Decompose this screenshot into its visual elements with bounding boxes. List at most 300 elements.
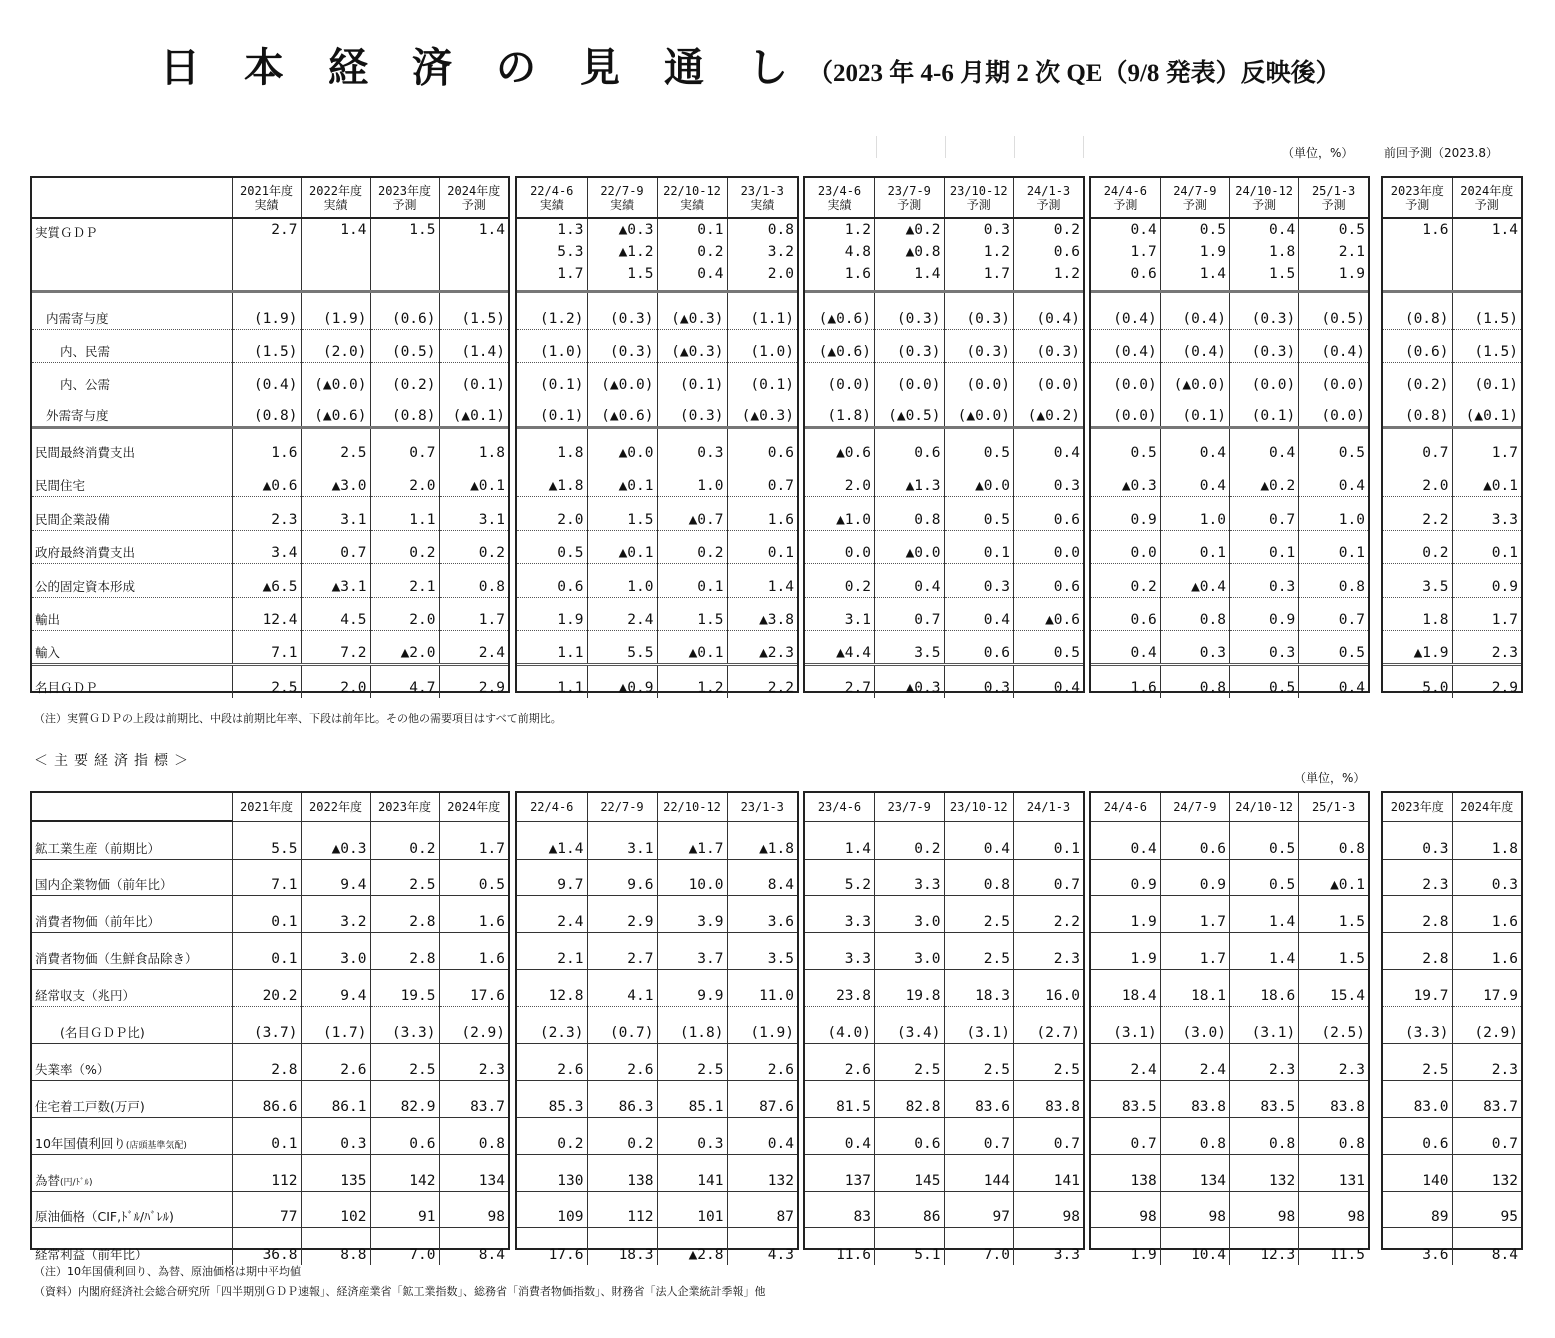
value-cell: 1.9 xyxy=(1091,896,1160,933)
indicator-row xyxy=(1091,821,1368,859)
value-cell: 130 xyxy=(517,1154,587,1191)
value-cell: 2.7 xyxy=(844,680,871,696)
contribution-row xyxy=(1383,395,1521,427)
indicator-row xyxy=(1383,1007,1521,1044)
value-cell: 0.8 xyxy=(1299,821,1368,859)
value-cell: 1.5 xyxy=(1299,933,1368,970)
value-cell: 2.4 xyxy=(517,896,587,933)
row-label: 内需寄与度 xyxy=(32,291,232,329)
value-cell: (0.3) xyxy=(657,395,727,427)
value-cell: (▲0.0) xyxy=(301,362,370,395)
value-cell: (0.2) xyxy=(1404,377,1449,393)
column-type: 予測 xyxy=(897,197,922,212)
gdp-annualized: 2.1 xyxy=(1338,244,1365,260)
value-cell: 0.8 xyxy=(944,859,1014,896)
contribution-row xyxy=(805,291,1083,329)
value-cell: 98 xyxy=(1014,1191,1084,1228)
value-cell: (0.8) xyxy=(232,395,301,427)
contribution-row xyxy=(1091,291,1368,329)
value-cell: 135 xyxy=(301,1154,370,1191)
value-cell: 91 xyxy=(370,1191,439,1228)
value-cell: 11.5 xyxy=(1299,1228,1368,1265)
gdp-qoq: 1.4 xyxy=(340,222,367,238)
indicator-row xyxy=(1091,1191,1368,1228)
value-cell: 2.6 xyxy=(301,1043,370,1080)
value-cell: 0.4 xyxy=(1014,427,1084,463)
value-cell: (0.5) xyxy=(370,329,439,362)
value-cell: 5.1 xyxy=(875,1228,945,1265)
column-period: 23/7-9 xyxy=(887,183,931,198)
column-type: 実績 xyxy=(750,197,775,212)
value-cell: 2.0 xyxy=(805,463,875,497)
gdp-annualized: 4.8 xyxy=(844,244,871,260)
value-cell: 83.7 xyxy=(439,1080,508,1117)
top-table-fiscal-block xyxy=(30,176,510,696)
value-cell: ▲0.1 xyxy=(1452,463,1521,497)
column-header: 2024年度 xyxy=(439,793,508,821)
value-cell: 82.9 xyxy=(370,1080,439,1117)
value-cell: ▲2.3 xyxy=(727,631,797,665)
value-cell: 138 xyxy=(1091,1154,1160,1191)
value-cell: 0.2 xyxy=(1383,530,1452,564)
bottom-table-fy2024-quarters-block xyxy=(1089,791,1370,1263)
real-gdp-row xyxy=(1091,218,1368,291)
real-gdp-row xyxy=(32,218,508,291)
value-cell: 2.5 xyxy=(301,427,370,463)
value-cell: 3.3 xyxy=(805,933,875,970)
value-cell: 4.1 xyxy=(587,970,657,1007)
column-period: 24/4-6 xyxy=(1103,183,1148,198)
value-cell: ▲0.3 xyxy=(301,821,370,859)
gdp-annualized: 1.8 xyxy=(1269,244,1296,260)
demand-row xyxy=(32,631,508,665)
value-cell: 138 xyxy=(587,1154,657,1191)
gdp-qoq: 1.4 xyxy=(1491,222,1518,238)
indicator-row xyxy=(32,1043,508,1080)
value-cell: 0.3 xyxy=(1160,631,1229,665)
value-cell: 7.1 xyxy=(232,859,301,896)
value-cell: 3.1 xyxy=(301,497,370,531)
column-header: 24/10-12 xyxy=(1230,793,1299,821)
demand-row xyxy=(32,463,508,497)
value-cell: (▲0.0) xyxy=(944,395,1014,427)
indicator-row xyxy=(1383,970,1521,1007)
column-header: 24/4-6 xyxy=(1091,793,1160,821)
value-cell: 2.1 xyxy=(370,564,439,598)
contribution-row xyxy=(1091,395,1368,427)
value-cell: 0.3 xyxy=(1452,859,1521,896)
gdp-annualized: 1.7 xyxy=(1130,244,1157,260)
value-cell: ▲0.1 xyxy=(1299,859,1368,896)
top-unit-label: （単位，%） xyxy=(1282,146,1354,160)
value-cell: 19.8 xyxy=(875,970,945,1007)
column-header xyxy=(657,178,727,218)
top-table-previous-forecast-block xyxy=(1381,176,1523,696)
indicator-row xyxy=(32,1080,508,1117)
row-label: 原油価格（CIF,ﾄﾞﾙ/ﾊﾞﾚﾙ) xyxy=(32,1191,232,1228)
value-cell: (2.0) xyxy=(301,329,370,362)
indicator-row xyxy=(1383,1228,1521,1265)
value-cell: 0.6 xyxy=(1383,1117,1452,1154)
value-cell: 98 xyxy=(1299,1191,1368,1228)
value-cell: 2.9 xyxy=(439,664,508,698)
value-cell: 0.8 xyxy=(1299,564,1368,598)
gdp-yoy: 0.4 xyxy=(697,266,724,282)
value-cell: 83 xyxy=(805,1191,875,1228)
value-cell: 145 xyxy=(875,1154,945,1191)
value-cell: 98 xyxy=(1160,1191,1229,1228)
column-header xyxy=(1230,178,1299,218)
gdp-values xyxy=(439,218,508,291)
value-cell: 16.0 xyxy=(1014,970,1084,1007)
source-note: （資料）内閣府経済社会総合研究所「四半期別ＧＤＰ速報」、経済産業省「鉱工業指数」、総務省「消費者物価指数」、財務省「法人企業統計季報」他 xyxy=(34,1285,766,1298)
value-cell: 9.9 xyxy=(657,970,727,1007)
column-period: 24/7-9 xyxy=(1173,183,1217,198)
contribution-row xyxy=(32,362,508,395)
value-cell: ▲0.1 xyxy=(439,463,508,497)
value-cell: 0.4 xyxy=(805,1117,875,1154)
value-cell: 5.5 xyxy=(232,821,301,859)
row-label: (名目ＧＤＰ比) xyxy=(32,1007,232,1044)
value-cell: (1.9) xyxy=(301,291,370,329)
value-cell: 0.7 xyxy=(1230,497,1299,531)
value-cell: (▲0.1) xyxy=(1452,395,1521,427)
indicator-row xyxy=(517,933,797,970)
gdp-values xyxy=(1299,218,1368,291)
indicator-row xyxy=(1383,1154,1521,1191)
column-header: 25/1-3 xyxy=(1299,793,1368,821)
indicator-row xyxy=(1091,1117,1368,1154)
value-cell: ▲3.1 xyxy=(301,564,370,598)
page-title xyxy=(160,36,1341,93)
indicator-row xyxy=(1383,1080,1521,1117)
value-cell: 0.1 xyxy=(1160,530,1229,564)
value-cell: 0.6 xyxy=(370,1117,439,1154)
value-cell: 0.2 xyxy=(805,564,875,598)
value-cell: 11.6 xyxy=(836,1246,871,1263)
row-label: 消費者物価（前年比） xyxy=(32,896,232,933)
value-cell: 2.8 xyxy=(232,1043,301,1080)
value-cell: (4.0) xyxy=(805,1007,875,1044)
value-cell: (0.1) xyxy=(1230,395,1299,427)
indicator-row xyxy=(805,821,1083,859)
value-cell: 0.6 xyxy=(727,427,797,463)
value-cell: 3.6 xyxy=(727,896,797,933)
value-cell: 3.1 xyxy=(805,597,875,631)
indicator-row xyxy=(1383,1043,1521,1080)
row-label: 鉱工業生産（前期比） xyxy=(32,821,232,859)
gdp-qoq: 1.3 xyxy=(557,222,584,238)
value-cell: 87 xyxy=(727,1191,797,1228)
value-cell: 0.9 xyxy=(1160,859,1229,896)
column-header xyxy=(1091,178,1160,218)
column-type: 予測 xyxy=(1113,197,1138,212)
value-cell: (1.1) xyxy=(727,291,797,329)
value-cell: 2.4 xyxy=(587,597,657,631)
value-cell: (0.3) xyxy=(587,291,657,329)
value-cell: ▲0.6 xyxy=(836,445,871,461)
indicator-row xyxy=(805,859,1083,896)
value-cell: (3.1) xyxy=(944,1007,1014,1044)
value-cell: 2.6 xyxy=(805,1043,875,1080)
column-type: 予測 xyxy=(1405,197,1430,212)
value-cell: 98 xyxy=(1230,1191,1299,1228)
value-cell: (0.0) xyxy=(1091,395,1160,427)
value-cell: 0.6 xyxy=(1014,497,1084,531)
indicator-row xyxy=(1091,859,1368,896)
value-cell: (1.5) xyxy=(1452,329,1521,362)
forecast-table xyxy=(1383,178,1521,698)
indicator-row xyxy=(1383,1191,1521,1228)
value-cell: 0.4 xyxy=(875,564,945,598)
value-cell: (1.4) xyxy=(439,329,508,362)
value-cell: 0.3 xyxy=(657,427,727,463)
value-cell: ▲0.2 xyxy=(1230,463,1299,497)
column-header: 2023年度 xyxy=(1383,793,1452,821)
value-cell: (▲0.6) xyxy=(587,395,657,427)
nominal-gdp-row xyxy=(1091,664,1368,698)
value-cell: 2.5 xyxy=(370,859,439,896)
value-cell: 0.4 xyxy=(1014,664,1084,698)
value-cell: 10.0 xyxy=(657,859,727,896)
column-header xyxy=(439,178,508,218)
column-period: 2021年度 xyxy=(240,183,293,198)
value-cell: 0.8 xyxy=(439,564,508,598)
demand-row xyxy=(517,564,797,598)
value-cell: 1.7 xyxy=(1452,427,1521,463)
value-cell: 0.7 xyxy=(301,530,370,564)
previous-forecast-label: 前回予測（2023.8） xyxy=(1384,146,1498,160)
indicator-row xyxy=(805,1007,1083,1044)
forecast-table xyxy=(805,178,1083,698)
demand-row xyxy=(517,631,797,665)
value-cell: 17.6 xyxy=(439,970,508,1007)
value-cell: 2.5 xyxy=(944,896,1014,933)
value-cell: 1.5 xyxy=(1299,896,1368,933)
gdp-annualized: 0.6 xyxy=(1053,244,1080,260)
row-label: 実質ＧＤＰ xyxy=(32,218,232,291)
header-blank xyxy=(32,793,232,821)
value-cell: 0.5 xyxy=(1014,631,1084,665)
value-cell: 0.1 xyxy=(1452,530,1521,564)
value-cell: (0.0) xyxy=(1113,377,1157,393)
value-cell: 1.6 xyxy=(439,896,508,933)
column-header xyxy=(517,178,587,218)
indicator-row xyxy=(32,970,508,1007)
value-cell: (1.5) xyxy=(1452,291,1521,329)
value-cell: 0.0 xyxy=(1014,530,1084,564)
value-cell: 0.4 xyxy=(944,597,1014,631)
value-cell: 0.4 xyxy=(1160,463,1229,497)
value-cell: ▲0.1 xyxy=(587,530,657,564)
value-cell: (2.3) xyxy=(517,1007,587,1044)
value-cell: (0.3) xyxy=(944,329,1014,362)
value-cell: 9.4 xyxy=(301,859,370,896)
value-cell: (▲0.0) xyxy=(1160,362,1229,395)
indicator-row xyxy=(805,1117,1083,1154)
value-cell: 5.2 xyxy=(805,859,875,896)
value-cell: 140 xyxy=(1383,1154,1452,1191)
header-row xyxy=(1091,178,1368,218)
value-cell: 2.6 xyxy=(587,1043,657,1080)
contribution-row xyxy=(1383,329,1521,362)
demand-row xyxy=(1383,463,1521,497)
value-cell: 18.6 xyxy=(1230,970,1299,1007)
header-row xyxy=(1383,793,1521,821)
value-cell: 2.0 xyxy=(517,497,587,531)
gdp-values xyxy=(301,218,370,291)
value-cell: 0.6 xyxy=(517,564,587,598)
contribution-row xyxy=(32,291,508,329)
indicator-row xyxy=(805,933,1083,970)
gdp-annualized: 1.9 xyxy=(1199,244,1226,260)
value-cell: 0.7 xyxy=(875,597,945,631)
value-cell: 12.4 xyxy=(232,597,301,631)
gdp-qoq: 1.6 xyxy=(1422,222,1449,238)
gdp-qoq: 0.4 xyxy=(1269,222,1296,238)
value-cell: 0.1 xyxy=(727,530,797,564)
value-cell: 3.5 xyxy=(727,933,797,970)
gdp-values xyxy=(1091,218,1160,291)
gdp-values xyxy=(1230,218,1299,291)
value-cell: 0.4 xyxy=(1299,463,1368,497)
indicator-row xyxy=(1383,821,1521,859)
column-header: 2022年度 xyxy=(301,793,370,821)
demand-row xyxy=(1091,564,1368,598)
value-cell: 97 xyxy=(944,1191,1014,1228)
value-cell: 2.5 xyxy=(944,1043,1014,1080)
value-cell: 2.8 xyxy=(1383,896,1452,933)
row-label: 経常利益（前年比） xyxy=(35,1246,148,1262)
value-cell: 0.9 xyxy=(1091,859,1160,896)
value-cell: 4.5 xyxy=(301,597,370,631)
demand-row xyxy=(1383,597,1521,631)
row-label: 消費者物価（生鮮食品除き） xyxy=(32,933,232,970)
value-cell: ▲0.4 xyxy=(1160,564,1229,598)
indicator-row xyxy=(805,896,1083,933)
gdp-values xyxy=(944,218,1014,291)
gdp-qoq: 0.3 xyxy=(983,222,1010,238)
demand-row xyxy=(517,427,797,463)
gdp-values xyxy=(587,218,657,291)
value-cell: 2.5 xyxy=(370,1043,439,1080)
indicator-row xyxy=(805,1191,1083,1228)
value-cell: 0.8 xyxy=(875,497,945,531)
value-cell: 1.1 xyxy=(557,680,584,696)
value-cell: 7.2 xyxy=(301,631,370,665)
value-cell: (1.5) xyxy=(439,291,508,329)
gdp-values xyxy=(657,218,727,291)
value-cell: (0.3) xyxy=(944,291,1014,329)
value-cell: 0.5 xyxy=(1130,445,1157,461)
column-period: 22/10-12 xyxy=(663,183,721,198)
value-cell: 1.5 xyxy=(657,597,727,631)
demand-row xyxy=(32,497,508,531)
value-cell: 10.4 xyxy=(1160,1228,1229,1265)
row-label: 輸出 xyxy=(32,597,232,631)
value-cell: 95 xyxy=(1452,1191,1521,1228)
value-cell: 2.3 xyxy=(1299,1043,1368,1080)
column-period: 2023年度 xyxy=(1390,183,1444,198)
column-header xyxy=(727,178,797,218)
nominal-gdp-row xyxy=(1383,664,1521,698)
row-label: 民間最終消費支出 xyxy=(35,445,136,460)
value-cell: (▲0.3) xyxy=(727,395,797,427)
value-cell: (0.4) xyxy=(1091,291,1160,329)
value-cell: 0.5 xyxy=(1299,631,1368,665)
value-cell: (0.1) xyxy=(657,362,727,395)
gdp-qoq: 0.5 xyxy=(1199,222,1226,238)
value-cell: 0.5 xyxy=(1230,821,1299,859)
bottom-unit-label: （単位，%） xyxy=(1294,771,1366,785)
indicator-row xyxy=(1091,1080,1368,1117)
value-cell: 3.3 xyxy=(1452,497,1521,531)
forecast-table xyxy=(32,178,508,698)
demand-row xyxy=(1383,564,1521,598)
value-cell: 0.3 xyxy=(1014,463,1084,497)
gdp-qoq: ▲0.3 xyxy=(618,222,654,238)
value-cell: 0.8 xyxy=(1160,597,1229,631)
value-cell: ▲2.8 xyxy=(657,1228,727,1265)
value-cell: 1.7 xyxy=(1160,896,1229,933)
column-period: 23/4-6 xyxy=(817,183,862,198)
indicator-row xyxy=(1383,859,1521,896)
column-header: 2024年度 xyxy=(1452,793,1521,821)
row-label: 失業率（%） xyxy=(32,1043,232,1080)
indicator-row xyxy=(32,896,508,933)
value-cell: 89 xyxy=(1383,1191,1452,1228)
demand-row xyxy=(32,530,508,564)
value-cell: 141 xyxy=(1014,1154,1084,1191)
indicator-row xyxy=(517,1154,797,1191)
value-cell: 17.9 xyxy=(1452,970,1521,1007)
gdp-qoq: 0.4 xyxy=(1130,222,1157,238)
title-sub: （2023 年 4-6 月期 2 次 QE（9/8 発表）反映後） xyxy=(808,60,1341,87)
value-cell: (3.7) xyxy=(232,1007,301,1044)
value-cell: 23.8 xyxy=(805,970,875,1007)
header-row xyxy=(805,793,1083,821)
gdp-values xyxy=(1160,218,1229,291)
value-cell: (▲0.3) xyxy=(657,291,727,329)
column-type: 実績 xyxy=(827,197,852,212)
value-cell: 7.1 xyxy=(232,631,301,665)
indicator-row xyxy=(517,1117,797,1154)
value-cell: 11.0 xyxy=(727,970,797,1007)
indicator-row xyxy=(517,1043,797,1080)
value-cell: 15.4 xyxy=(1299,970,1368,1007)
value-cell: (0.3) xyxy=(587,329,657,362)
value-cell: 9.6 xyxy=(587,859,657,896)
contribution-row xyxy=(805,362,1083,395)
nominal-gdp-row xyxy=(32,664,508,698)
value-cell: ▲1.7 xyxy=(657,821,727,859)
value-cell: 0.8 xyxy=(1160,1117,1229,1154)
value-cell: 2.5 xyxy=(944,933,1014,970)
value-cell: (▲0.2) xyxy=(1014,395,1084,427)
column-header xyxy=(587,178,657,218)
indicator-row xyxy=(805,1043,1083,1080)
value-cell: 0.4 xyxy=(1160,427,1229,463)
column-header: 22/4-6 xyxy=(517,793,587,821)
column-period: 24/1-3 xyxy=(1026,183,1071,198)
column-type: 実績 xyxy=(609,197,634,212)
value-cell: 1.8 xyxy=(1452,821,1521,859)
value-cell: 2.3 xyxy=(1014,933,1084,970)
value-cell: (1.8) xyxy=(657,1007,727,1044)
value-cell: 0.2 xyxy=(517,1117,587,1154)
value-cell: 8.8 xyxy=(301,1228,370,1265)
column-header: 23/7-9 xyxy=(875,793,945,821)
